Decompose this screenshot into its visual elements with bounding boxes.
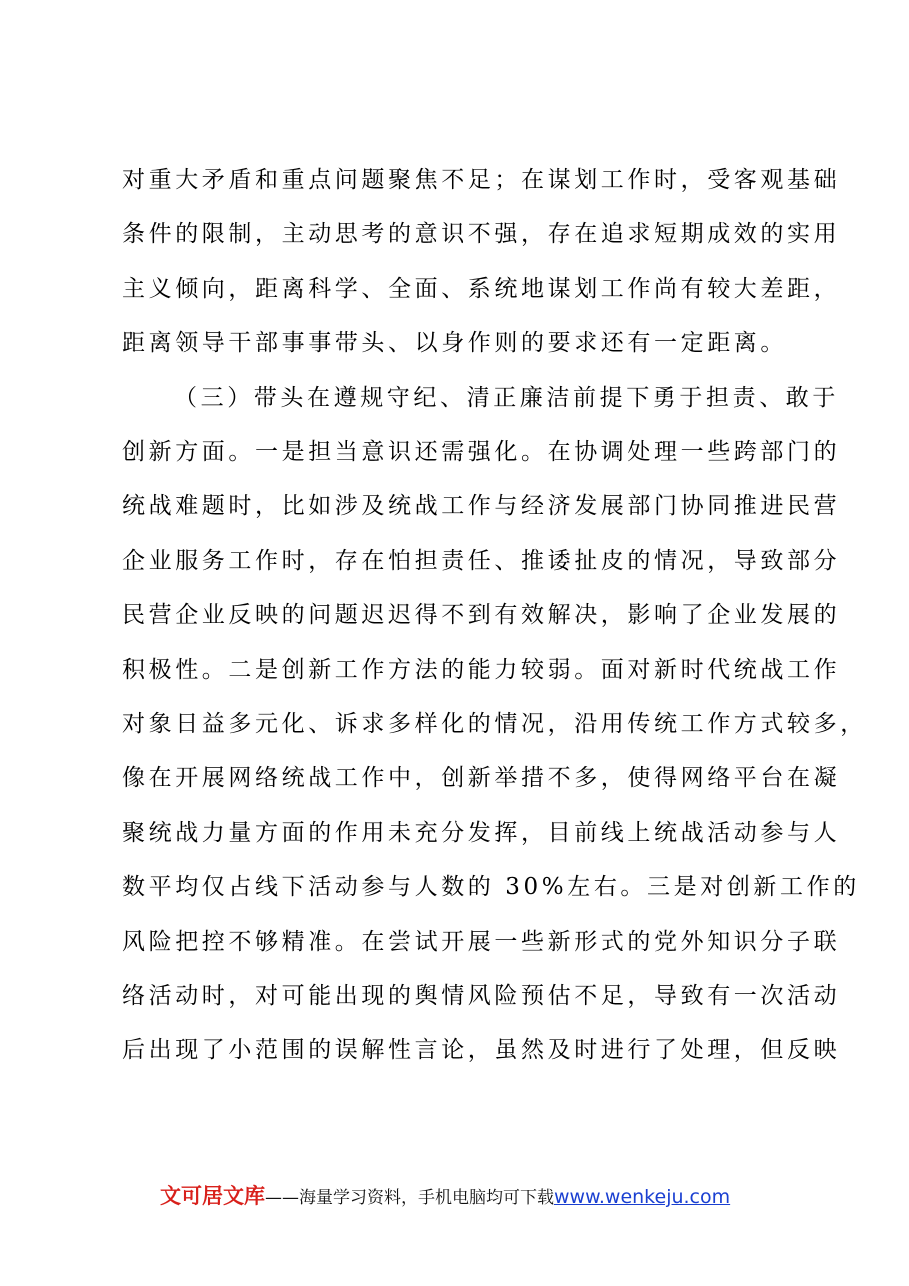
footer-tagline: ——海量学习资料，手机电脑均可下载 <box>265 1188 554 1208</box>
text-line: 主义倾向，距离科学、全面、系统地谋划工作尚有较大差距， <box>122 275 841 302</box>
text-line: 条件的限制，主动思考的意识不强，存在追求短期成效的实用 <box>122 221 841 248</box>
text-line: （三）带头在遵规守纪、清正廉洁前提下勇于担责、敢于 <box>174 384 839 411</box>
text-line: 聚统战力量方面的作用未充分发挥，目前线上统战活动参与人 <box>122 819 841 846</box>
text-line: 对重大矛盾和重点问题聚焦不足；在谋划工作时，受客观基础 <box>122 167 841 193</box>
text-line: 风险把控不够精准。在尝试开展一些新形式的党外知识分子联 <box>122 928 841 955</box>
text-line: 创新方面。一是担当意识还需强化。在协调处理一些跨部门的 <box>122 439 841 465</box>
text-line: 积极性。二是创新工作方法的能力较弱。面对新时代统战工作 <box>122 656 841 683</box>
text-line: 对象日益多元化、诉求多样化的情况，沿用传统工作方式较多， <box>122 711 867 737</box>
text-line: 民营企业反映的问题迟迟得不到有效解决，影响了企业发展的 <box>122 602 841 629</box>
footer-banner <box>160 1180 730 1212</box>
text-line: 企业服务工作时，存在怕担责任、推诿扯皮的情况，导致部分 <box>122 547 841 574</box>
text-line: 距离领导干部事事带头、以身作则的要求还有一定距离。 <box>122 330 787 357</box>
text-line: 络活动时，对可能出现的舆情风险预估不足，导致有一次活动 <box>122 983 841 1009</box>
text-line: 数平均仅占线下活动参与人数的 30%左右。三是对创新工作的 <box>122 874 860 901</box>
text-line: 统战难题时，比如涉及统战工作与经济发展部门协同推进民营 <box>122 493 841 520</box>
text-line: 后出现了小范围的误解性言论，虽然及时进行了处理，但反映 <box>122 1037 841 1064</box>
footer-brand: 文可居文库 <box>160 1184 265 1208</box>
text-line: 像在开展网络统战工作中，创新举措不多，使得网络平台在凝 <box>122 765 841 792</box>
footer-website-link[interactable]: www.wenkeju.com <box>554 1186 731 1208</box>
